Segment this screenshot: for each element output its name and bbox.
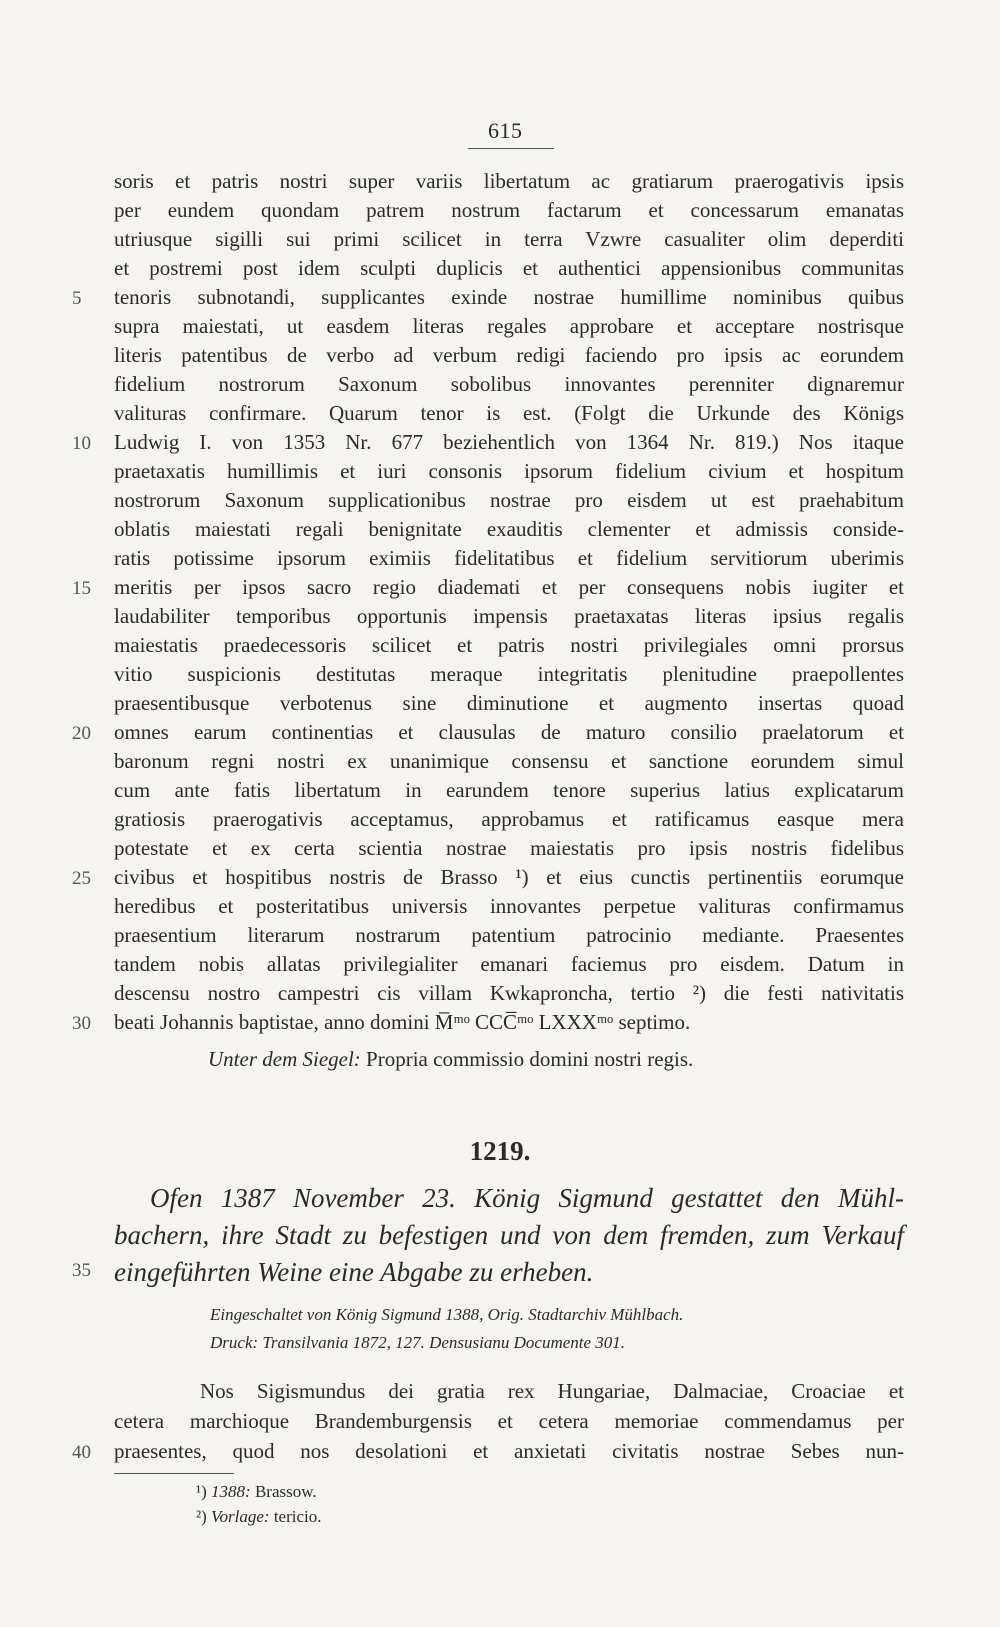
body-line: maiestatis praedecessoris scilicet et patris nostri privilegiales omni prorsus	[114, 633, 904, 657]
document-text-line: Nos Sigismundus dei gratia rex Hungariae, Dalmaciae, Croaciae et	[200, 1379, 904, 1403]
document-text-line: praesentes, quod nos desolationi et anxietati civitatis nostrae Sebes nun-	[114, 1439, 904, 1463]
headline-line: Ofen 1387 November 23. König Sigmund gestattet den Mühl-	[150, 1183, 904, 1213]
footnote-label: 1388:	[211, 1482, 251, 1501]
body-line: ratis potissime ipsorum eximiis fidelitatibus et fidelium servitiorum uberimis	[114, 546, 904, 570]
body-line: omnes earum continentias et clausulas de maturo consilio praelatorum et	[114, 720, 904, 744]
body-line: et postremi post idem sculpti duplicis et authentici appensionibus communitas	[114, 256, 904, 280]
body-line: vitio suspicionis destitutas meraque integritatis plenitudine praepollentes	[114, 662, 904, 686]
body-line: descensu nostro campestri cis villam Kwkaproncha, tertio ²) die festi nativitatis	[114, 981, 904, 1005]
body-line: meritis per ipsos sacro regio diademati et per consequens nobis iugiter et	[114, 575, 904, 599]
body-line: potestate et ex certa scientia nostrae maiestatis pro ipsis nostris fidelibus	[114, 836, 904, 860]
footnote-1	[196, 1480, 317, 1504]
headline-line: bachern, ihre Stadt zu befestigen und von dem fremden, zum Verkauf	[114, 1220, 904, 1250]
seal-text: Propria commissio domini nostri regis.	[366, 1047, 694, 1071]
body-line: fidelium nostrorum Saxonum sobolibus innovantes perenniter dignaremur	[114, 372, 904, 396]
body-line: gratiosis praerogativis acceptamus, approbamus et ratificamus easque mera	[114, 807, 904, 831]
page-number: 615	[488, 118, 523, 143]
body-line: civibus et hospitibus nostris de Brasso ¹) et eius cunctis pertinentiis eorumque	[114, 865, 904, 889]
body-line: laudabiliter temporibus opportunis impensis praetaxatas literas ipsius regalis	[114, 604, 904, 628]
body-line: praesentibusque verbotenus sine diminutione et augmento insertas quoad	[114, 691, 904, 715]
body-line: tenoris subnotandi, supplicantes exinde nostrae humillime nominibus quibus	[114, 285, 904, 309]
footnote-label: Vorlage:	[211, 1507, 270, 1526]
body-line: cum ante fatis libertatum in earundem tenore superius latius explicatarum	[114, 778, 904, 802]
body-line: Ludwig I. von 1353 Nr. 677 beziehentlich von 1364 Nr. 819.) Nos itaque	[114, 430, 904, 454]
body-line: oblatis maiestati regali benignitate exauditis clementer et admissis conside-	[114, 517, 904, 541]
body-line: literis patentibus de verbo ad verbum redigi faciendo pro ipsis ac eorundem	[114, 343, 904, 367]
footnote-text: tericio.	[273, 1507, 322, 1526]
footnote-2	[196, 1505, 321, 1529]
line-number: 35	[72, 1260, 91, 1281]
document-text-line: cetera marchioque Brandemburgensis et cetera memoriae commendamus per	[114, 1409, 904, 1433]
body-line: heredibus et posteritatibus universis innovantes perpetue valituras confirmamus	[114, 894, 904, 918]
footnote-marker: ²)	[196, 1507, 207, 1526]
body-line: praesentium literarum nostrarum patentium patrocinio mediante. Praesentes	[114, 923, 904, 947]
footnote-text: Brassow.	[254, 1482, 317, 1501]
line-number: 5	[72, 288, 82, 309]
body-line: soris et patris nostri super variis libertatum ac gratiarum praerogativis ipsis	[114, 169, 904, 193]
seal-line	[208, 1045, 998, 1074]
line-number: 10	[72, 433, 91, 454]
body-line: praetaxatis humillimis et iuri consonis ipsorum fidelium civium et hospitum	[114, 459, 904, 483]
source-line: Druck: Transilvania 1872, 127. Densusianu Documente 301.	[210, 1333, 626, 1352]
body-line: baronum regni nostri ex unanimique consensu et sanctione eorundem simul	[114, 749, 904, 773]
line-number: 30	[72, 1013, 91, 1034]
seal-label: Unter dem Siegel:	[208, 1047, 361, 1071]
line-number: 25	[72, 868, 91, 889]
body-line: beati Johannis baptistae, anno domini M̅ᵐᵒ CCC̅ᵐᵒ LXXXᵐᵒ septimo.	[114, 1010, 691, 1034]
body-line: supra maiestati, ut easdem literas regales approbare et acceptare nostrisque	[114, 314, 904, 338]
body-line: nostrorum Saxonum supplicationibus nostrae pro eisdem ut est praehabitum	[114, 488, 904, 512]
footnote-marker: ¹)	[196, 1482, 207, 1501]
headline-line: eingeführten Weine eine Abgabe zu erheben.	[114, 1257, 594, 1287]
body-line: valituras confirmare. Quarum tenor is est. (Folgt die Urkunde des Königs	[114, 401, 904, 425]
line-number: 20	[72, 723, 91, 744]
body-line: utriusque sigilli sui primi scilicet in terra Vzwre casualiter olim deperditi	[114, 227, 904, 251]
body-line: tandem nobis allatas privilegialiter emanari faciemus pro eisdem. Datum in	[114, 952, 904, 976]
line-number: 40	[72, 1442, 91, 1463]
page-number-rule	[468, 148, 554, 149]
body-line: per eundem quondam patrem nostrum factarum et concessarum emanatas	[114, 198, 904, 222]
document-number: 1219.	[469, 1136, 531, 1166]
line-number: 15	[72, 578, 91, 599]
source-line: Eingeschaltet von König Sigmund 1388, Orig. Stadtarchiv Mühlbach.	[210, 1305, 684, 1324]
footnote-rule	[114, 1473, 234, 1474]
